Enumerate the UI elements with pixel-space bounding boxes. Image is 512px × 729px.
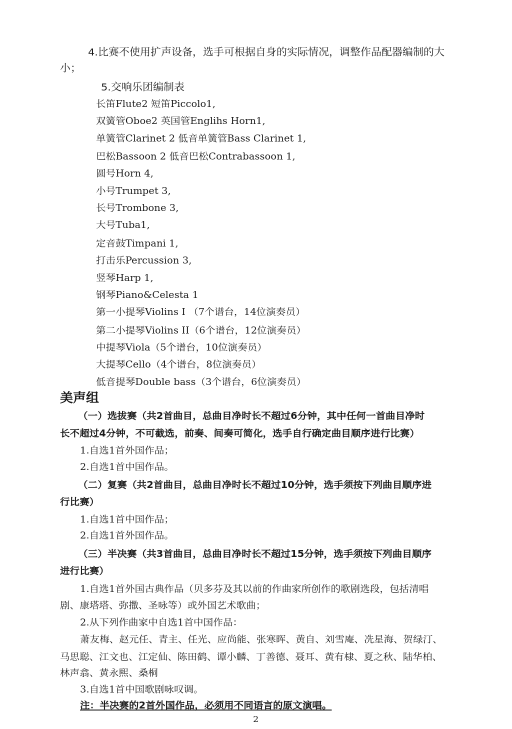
orchestra-item: 长笛Flute2 短笛Piccolo1,	[96, 99, 216, 110]
round-3-line-1: （三）半决赛（共3首曲目，总曲目净时长不超过15分钟，选手须按下列曲目顺序	[78, 549, 432, 560]
vocal-heading: 美声组	[60, 391, 100, 406]
orchestra-item: 第二小提琴Violins II（6个谱台，12位演奏员）	[96, 325, 307, 336]
round-2-item: 2.自选1首外国作品。	[80, 530, 174, 542]
orchestra-item: 巴松Bassoon 2 低音巴松Contrabassoon 1,	[96, 151, 296, 162]
orchestra-item: 第一小提琴Violins I （7个谱台，14位演奏员）	[96, 307, 306, 319]
orchestra-item: 大号Tuba1,	[96, 220, 150, 232]
round-1-item: 2.自选1首中国作品。	[80, 462, 174, 473]
orchestra-item: 低音提琴Double bass（3个谱台，6位演奏员）	[96, 377, 307, 388]
orchestra-item: 长号Trombone 3,	[96, 203, 179, 215]
page-number: 2	[253, 715, 259, 725]
orchestra-item: 定音鼓Timpani 1,	[96, 238, 179, 249]
round-3-item-2: 2.从下列作曲家中自选1首中国作品：	[80, 617, 243, 629]
orchestra-item: 双簧管Oboe2 英国管Englihs Horn1,	[96, 116, 266, 128]
round-1-line-1: （一）选拔赛（共2首曲目，总曲目净时长不超过6分钟，其中任何一首曲目净时	[78, 411, 425, 423]
note: 注：半决赛的2首外国作品，必须用不同语言的原文演唱。	[80, 700, 332, 712]
round-1-item: 1.自选1首外国作品；	[80, 445, 174, 457]
round-2-line-2: 行比赛）	[60, 497, 100, 509]
orchestra-item: 中提琴Viola（5个谱台，10位演奏员）	[96, 342, 267, 354]
round-3-item-3: 3.自选1首中国歌剧咏叹调。	[80, 684, 204, 696]
round-2-item: 1.自选1首中国作品；	[80, 514, 174, 526]
composers-line-3: 林声翕、黄永熙、桑桐	[60, 668, 158, 680]
orchestra-item: 竖琴Harp 1,	[96, 273, 154, 284]
round-3-item-1-line-2: 剧、康塔塔、弥撒、圣咏等）或外国艺术歌曲；	[60, 600, 266, 612]
item-5-title: 5.交响乐团编制表	[101, 82, 185, 94]
composers-line-2: 马思聪、江文也、江定仙、陈田鹤、谭小麟、丁善德、聂耳、黄有棣、夏之秋、陆华柏、	[60, 652, 443, 663]
item-4-line-1: 4.比赛不使用扩声设备，选手可根据自身的实际情况，调整作品配器编制的大	[88, 46, 445, 59]
composers-line-1: 萧友梅、赵元任、青主、任光、应尚能、张寒晖、黄自、刘雪庵、冼星海、贺绿汀、	[80, 635, 443, 646]
orchestra-item: 圆号Horn 4,	[96, 168, 154, 180]
orchestra-item: 钢琴Piano&Celesta 1	[96, 290, 199, 302]
item-4-line-2: 小；	[60, 63, 81, 75]
round-3-item-1-line-1: 1.自选1首外国古典作品（贝多芬及其以前的作曲家所创作的歌剧选段，包括清唱	[80, 584, 429, 595]
round-2-line-1: （二）复赛（共2首曲目，总曲目净时长不超过10分钟，选手须按下列曲目顺序进	[78, 480, 432, 491]
round-1-line-2: 长不超过4分钟，不可截选，前奏、间奏可简化，选手自行确定曲目顺序进行比赛）	[60, 428, 420, 440]
orchestra-item: 打击乐Percussion 3,	[96, 255, 192, 267]
round-3-line-2: 进行比赛）	[60, 566, 109, 577]
orchestra-item: 小号Trumpet 3,	[96, 186, 171, 197]
orchestra-item: 大提琴Cello（4个谱台，8位演奏员）	[96, 360, 262, 371]
orchestra-item: 单簧管Clarinet 2 低音单簧管Bass Clarinet 1,	[96, 134, 307, 145]
